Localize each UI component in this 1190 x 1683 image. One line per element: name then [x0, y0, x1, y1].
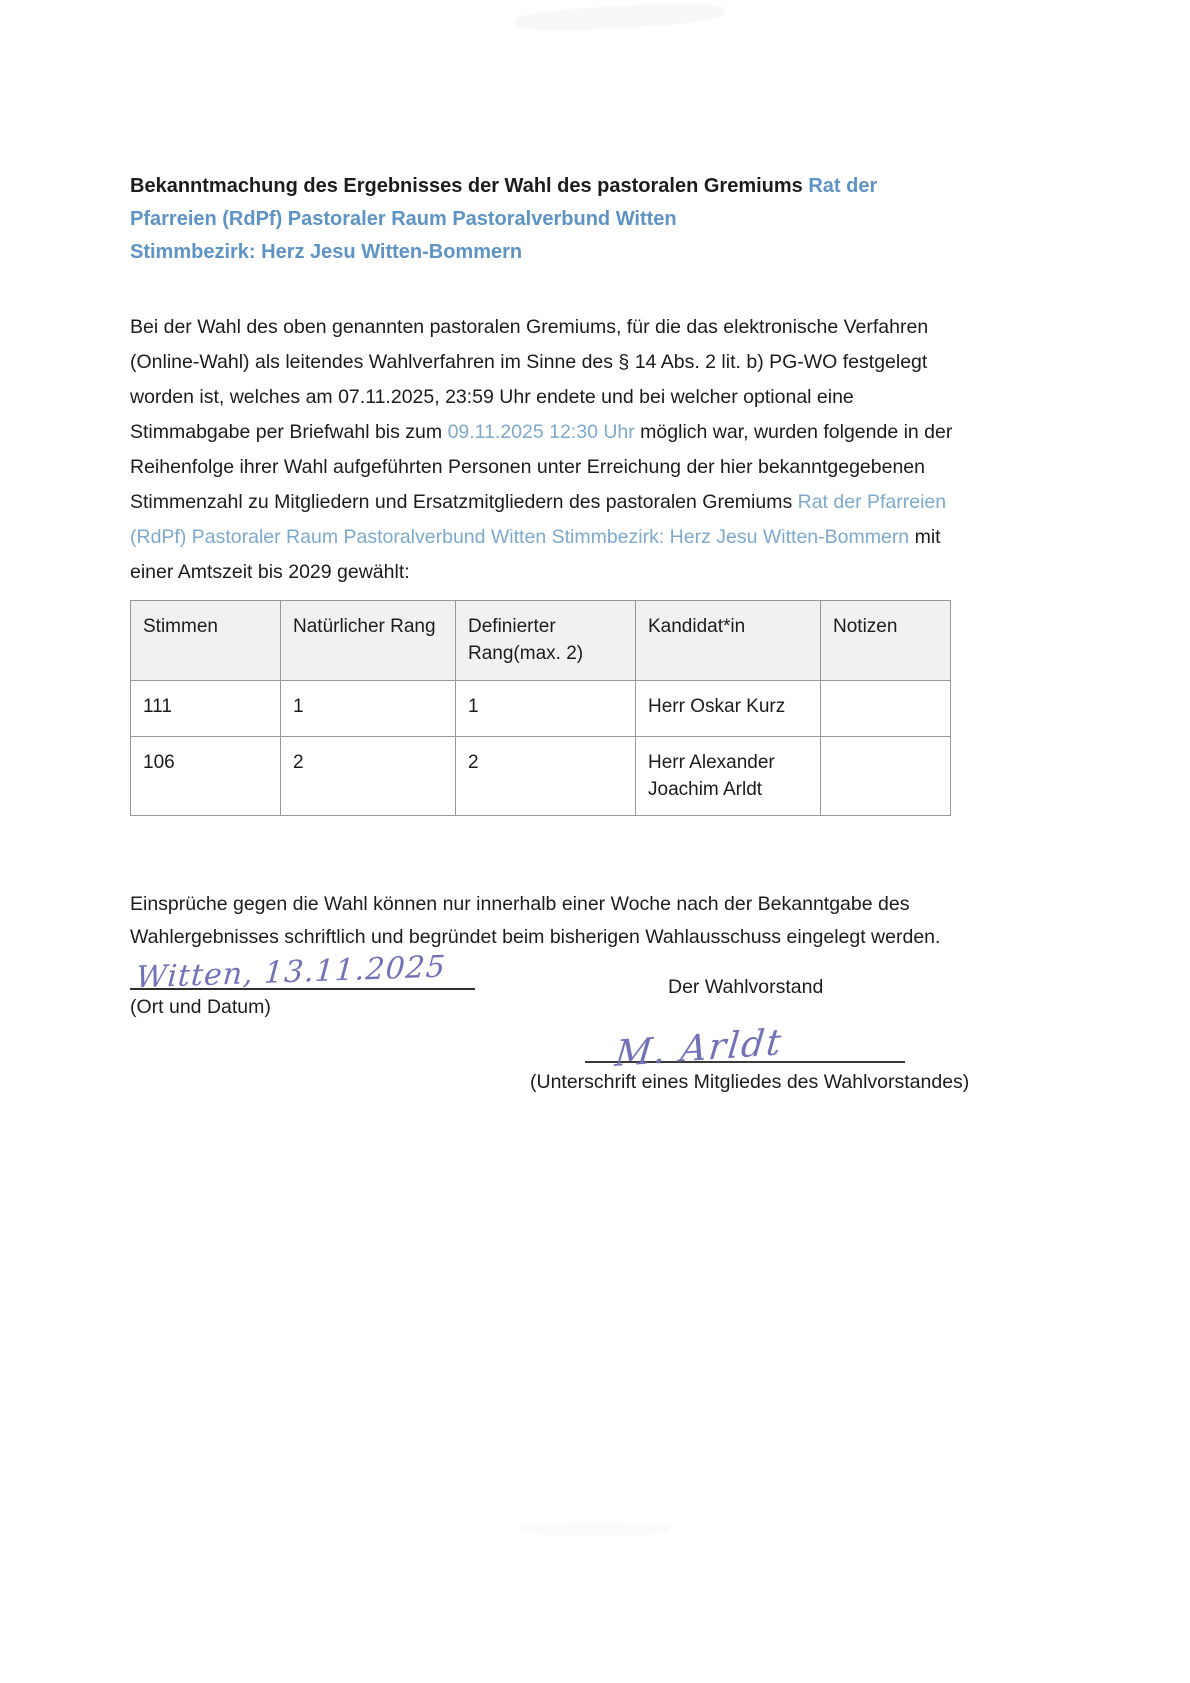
signature-caption: (Unterschrift eines Mitgliedes des Wahlvorstandes) [530, 1071, 970, 1093]
table-row [131, 737, 951, 816]
intro-part3: mit einer Amtszeit bis 2029 gewählt: [130, 526, 941, 583]
intro-gremium-name: Rat der Pfarreien (RdPf) Pastoraler Raum Pastoralverbund Witten Stimmbezirk: Herz Jesu Witten-Bommern [130, 491, 947, 548]
intro-part1: Bei der Wahl des oben genannten pastoralen Gremiums, für die das elektronische Verfahren (Online-Wahl) als leitendes Wahlverfahren im Sinne des § 14 Abs. 2 lit. b) PG-WO festgelegt worden ist, welches am 07.11.2025, 23:59 Uhr endete und bei welcher optional eine Stimmabgabe per Briefwahl bis zum [130, 316, 929, 443]
header-stimmen: Stimmen [131, 601, 281, 681]
header-kandidat: Kandidat*in [636, 601, 821, 681]
table-row [131, 681, 951, 737]
board-label: Der Wahlvorstand [668, 976, 824, 998]
title-text-black: Bekanntmachung des Ergebnisses der Wahl des pastoralen Gremiums [130, 175, 809, 197]
scan-artifact-top [515, 1, 726, 34]
table-header-row [131, 601, 951, 681]
objection-paragraph: Einsprüche gegen die Wahl können nur innerhalb einer Woche nach der Bekanntgabe des Wahlergebnisses schriftlich und begründet beim bisherigen Wahlausschuss eingelegt werden. [130, 893, 941, 948]
title-stimmbezirk: Stimmbezirk: Herz Jesu Witten-Bommern [130, 241, 523, 263]
signature-block [530, 1021, 990, 1094]
results-table [130, 600, 951, 816]
cell-notizen [821, 681, 951, 737]
title-text-blue: Rat der Pfarreien (RdPf) Pastoraler Raum Pastoralverbund Witten [130, 175, 878, 230]
header-definierter-rang: Definierter Rang(max. 2) [456, 601, 636, 681]
cell-natuerlicher-rang: 1 [281, 681, 456, 737]
handwritten-place-date: Witten, 13.11.2025 [134, 949, 448, 996]
cell-definierter-rang: 1 [456, 681, 636, 737]
intro-deadline: 09.11.2025 12:30 Uhr [447, 421, 635, 443]
header-natuerlicher-rang: Natürlicher Rang [281, 601, 456, 681]
intro-paragraph [130, 310, 975, 590]
cell-kandidat: Herr Oskar Kurz [636, 681, 821, 737]
scan-artifact-bottom [520, 1522, 670, 1536]
place-date-caption: (Ort und Datum) [130, 996, 271, 1018]
cell-stimmen: 111 [131, 681, 281, 737]
handwritten-signature: M. Arldt [613, 1021, 785, 1076]
cell-definierter-rang: 2 [456, 737, 636, 816]
cell-stimmen: 106 [131, 737, 281, 816]
cell-notizen [821, 737, 951, 816]
intro-part2: möglich war, wurden folgende in der Reihenfolge ihrer Wahl aufgeführten Personen unter Erreichung der hier bekanntgegebenen Stimmenzahl zu Mitgliedern und Ersatzmitgliedern des pastoralen Gremiums [130, 421, 953, 513]
cell-natuerlicher-rang: 2 [281, 737, 456, 816]
cell-kandidat: Herr Alexander Joachim Arldt [636, 737, 821, 816]
place-date-block [130, 949, 480, 1019]
document-title [130, 170, 962, 269]
header-notizen: Notizen [821, 601, 951, 681]
